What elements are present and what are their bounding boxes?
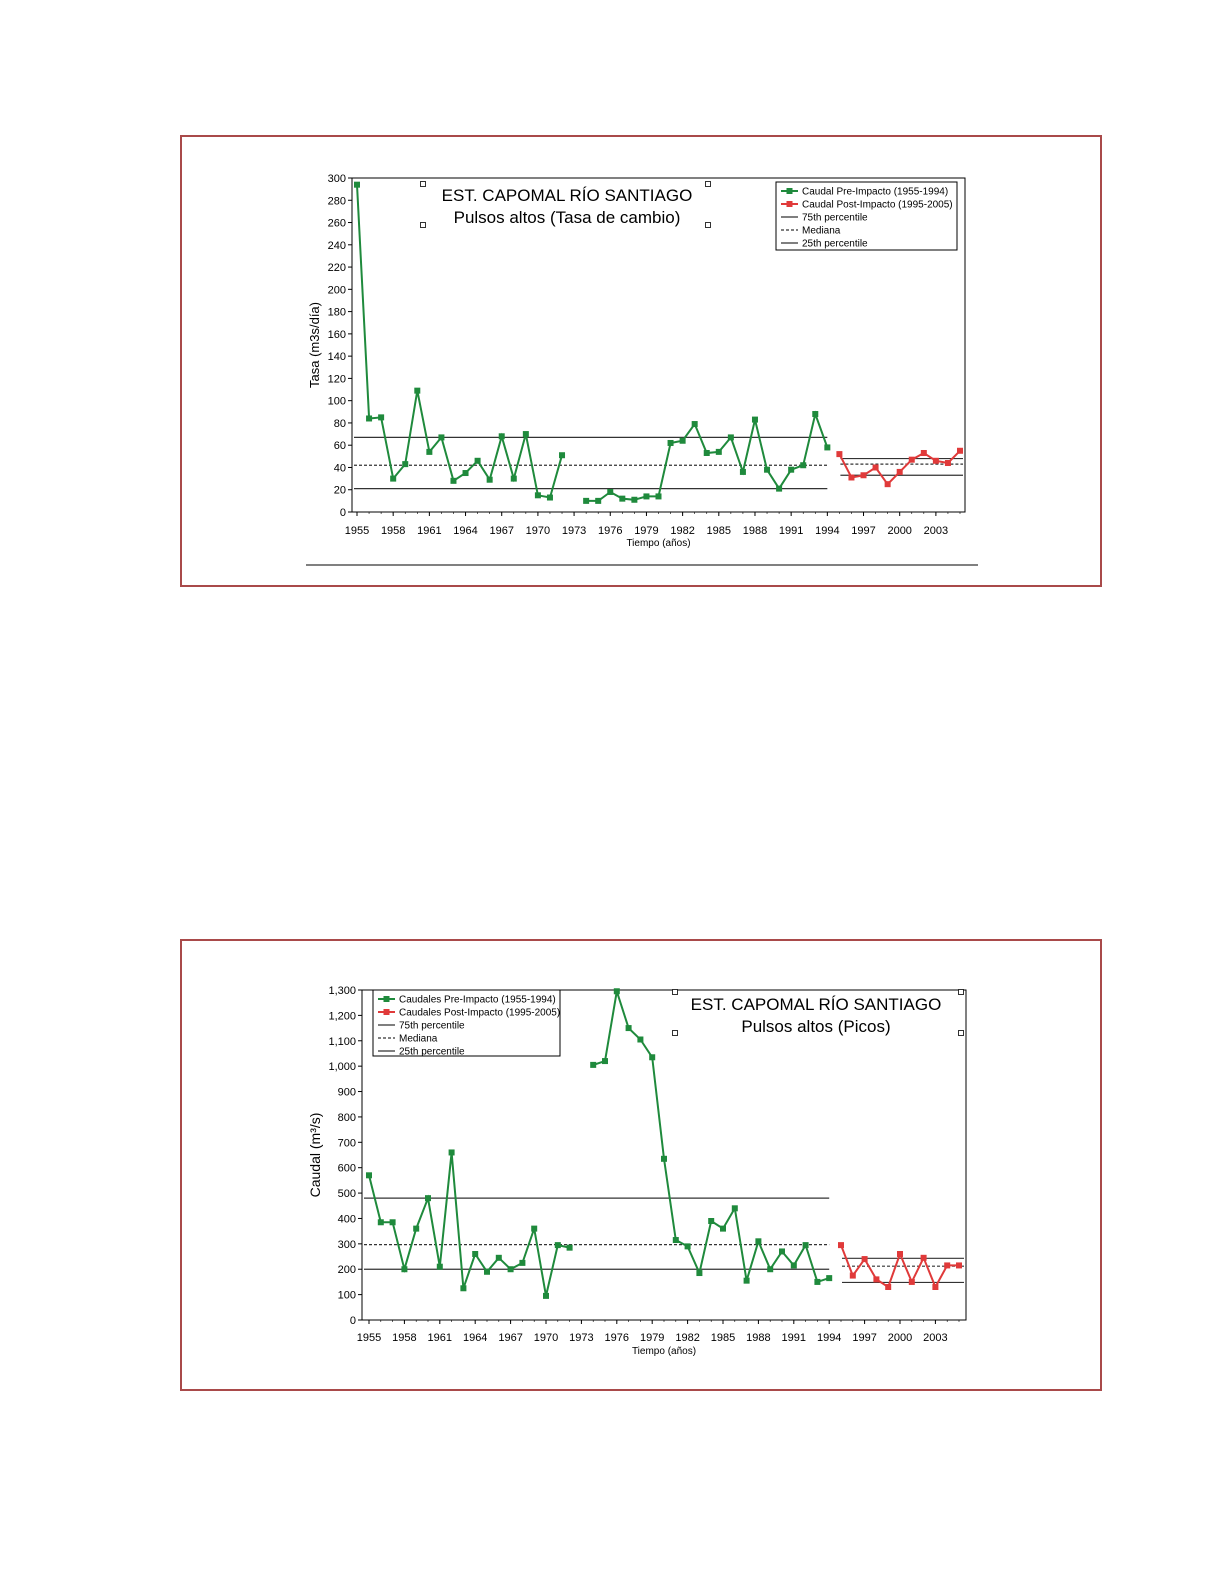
post-impact-data-point — [885, 1284, 891, 1290]
pre-impact-data-point — [535, 492, 541, 498]
x-tick-label: 1997 — [852, 1332, 877, 1344]
y-tick-label: 40 — [333, 462, 346, 475]
post-impact-data-point — [897, 1251, 903, 1257]
pre-impact-data-point — [555, 1242, 561, 1248]
pre-impact-data-point — [602, 1058, 608, 1064]
pre-impact-data-point — [704, 450, 710, 456]
rate-of-change-chart — [182, 137, 1104, 589]
x-tick-label: 2003 — [923, 1332, 948, 1344]
y-tick-label: 900 — [337, 1086, 356, 1099]
pre-impact-data-point — [716, 449, 722, 455]
pre-impact-data-point — [508, 1266, 514, 1272]
post-impact-data-point — [945, 460, 951, 466]
legend-label-median: Mediana — [399, 1033, 438, 1045]
pre-impact-data-point — [463, 470, 469, 476]
x-tick-label: 2003 — [923, 525, 949, 537]
x-tick-label: 1994 — [815, 525, 840, 537]
x-tick-label: 1979 — [634, 525, 659, 537]
pre-impact-data-point — [800, 462, 806, 468]
pre-impact-data-point — [583, 498, 589, 504]
y-tick-label: 1,100 — [328, 1035, 356, 1048]
post-impact-data-point — [957, 448, 963, 454]
pre-impact-data-point — [680, 438, 686, 444]
chart-title: EST. CAPOMAL RÍO SANTIAGO — [441, 186, 693, 205]
y-tick-label: 1,000 — [328, 1061, 356, 1074]
y-tick-label: 600 — [337, 1162, 356, 1175]
pre-impact-data-point — [692, 421, 698, 427]
post-impact-data-point — [921, 450, 927, 456]
legend-label-p75: 75th percentile — [399, 1020, 465, 1032]
pre-impact-data-point — [484, 1269, 490, 1275]
post-impact-data-point — [956, 1262, 962, 1268]
legend-marker-pre — [787, 188, 793, 194]
y-tick-label: 200 — [337, 1264, 356, 1277]
post-impact-data-point — [897, 469, 903, 475]
y-tick-label: 60 — [333, 440, 346, 453]
pre-impact-data-point — [378, 414, 384, 420]
y-axis-title: Caudal (m³/s) — [307, 1112, 323, 1198]
x-tick-label: 1973 — [569, 1332, 594, 1344]
pre-impact-data-point — [450, 478, 456, 484]
y-tick-label: 280 — [327, 195, 346, 208]
pre-impact-data-point — [607, 489, 613, 495]
pre-impact-data-point — [637, 1037, 643, 1043]
pre-impact-data-point — [728, 434, 734, 440]
legend-label-p25: 25th percentile — [399, 1046, 465, 1058]
x-tick-label: 1958 — [380, 525, 406, 537]
pre-impact-data-point — [472, 1251, 478, 1257]
x-tick-label: 2000 — [887, 525, 912, 537]
legend-label-post: Caudales Post-Impacto (1995-2005) — [399, 1007, 561, 1019]
chart-subtitle: Pulsos altos (Picos) — [741, 1017, 891, 1036]
pre-impact-data-point — [732, 1205, 738, 1211]
x-tick-label: 1982 — [675, 1332, 700, 1344]
x-tick-label: 1982 — [670, 525, 695, 537]
y-tick-label: 200 — [327, 284, 346, 297]
x-tick-label: 1976 — [598, 525, 623, 537]
pre-impact-data-point — [614, 988, 620, 994]
legend-marker-post — [787, 201, 793, 207]
x-tick-label: 1964 — [462, 1332, 488, 1344]
legend-marker-post — [384, 1009, 390, 1015]
legend-label-pre: Caudales Pre-Impacto (1955-1994) — [399, 994, 556, 1006]
y-tick-label: 0 — [349, 1315, 356, 1327]
chart-panel-rate-of-change — [180, 135, 1102, 587]
pre-impact-data-point — [814, 1279, 820, 1285]
pre-impact-data-point — [401, 1266, 407, 1272]
x-tick-label: 1991 — [781, 1332, 807, 1344]
pre-impact-data-point — [764, 467, 770, 473]
pre-impact-data-point — [543, 1293, 549, 1299]
title-handle — [421, 182, 426, 187]
x-tick-label: 1955 — [356, 1332, 382, 1344]
y-tick-label: 260 — [327, 217, 346, 230]
y-tick-label: 300 — [337, 1238, 356, 1251]
title-handle — [421, 223, 426, 228]
pre-impact-data-point — [656, 493, 662, 499]
y-tick-label: 160 — [327, 328, 346, 341]
legend-marker-pre — [384, 996, 390, 1002]
y-axis-title: Tasa (m3s/día) — [307, 302, 322, 388]
x-tick-label: 1967 — [489, 525, 514, 537]
chart-subtitle: Pulsos altos (Tasa de cambio) — [453, 208, 681, 227]
pre-impact-data-point — [426, 449, 432, 455]
pre-impact-data-point — [788, 467, 794, 473]
post-impact-data-point — [921, 1255, 927, 1261]
post-impact-data-point — [933, 458, 939, 464]
pre-impact-data-point — [449, 1149, 455, 1155]
pre-impact-data-point — [378, 1219, 384, 1225]
pre-impact-data-point — [413, 1226, 419, 1232]
post-impact-data-point — [944, 1262, 950, 1268]
pre-impact-data-point — [567, 1245, 573, 1251]
y-tick-label: 300 — [327, 173, 346, 185]
post-impact-data-point — [873, 1276, 879, 1282]
y-tick-label: 220 — [327, 262, 346, 275]
y-tick-label: 1,300 — [328, 985, 356, 997]
post-impact-data-point — [848, 474, 854, 480]
pre-impact-data-point — [685, 1243, 691, 1249]
y-tick-label: 80 — [333, 417, 346, 430]
x-tick-label: 1970 — [533, 1332, 559, 1344]
title-handle — [706, 182, 711, 187]
pre-impact-data-point — [499, 433, 505, 439]
pre-impact-data-point — [366, 1172, 372, 1178]
pre-impact-data-point — [626, 1025, 632, 1031]
y-tick-label: 700 — [337, 1137, 356, 1150]
y-tick-label: 0 — [339, 507, 346, 519]
x-tick-label: 1985 — [706, 525, 732, 537]
x-tick-label: 1979 — [639, 1332, 665, 1344]
pre-impact-data-point — [826, 1275, 832, 1281]
post-impact-data-point — [861, 472, 867, 478]
y-tick-label: 100 — [327, 395, 346, 408]
chart-panel-peaks — [180, 939, 1102, 1391]
post-impact-data-point — [909, 1279, 915, 1285]
y-tick-label: 100 — [337, 1289, 356, 1302]
x-tick-label: 1991 — [778, 525, 804, 537]
y-tick-label: 1,200 — [328, 1010, 356, 1023]
y-tick-label: 800 — [337, 1111, 356, 1124]
legend-label-median: Mediana — [802, 225, 841, 237]
legend-label-post: Caudal Post-Impacto (1995-2005) — [802, 199, 953, 211]
pre-impact-data-point — [631, 497, 637, 503]
title-handle — [706, 223, 711, 228]
post-impact-data-point — [838, 1242, 844, 1248]
peak-flow-chart — [182, 941, 1104, 1393]
pre-impact-data-point — [366, 415, 372, 421]
pre-impact-data-point — [402, 461, 408, 467]
pre-impact-data-point — [559, 452, 565, 458]
x-tick-label: 1985 — [710, 1332, 736, 1344]
x-tick-label: 1988 — [742, 525, 768, 537]
y-tick-label: 20 — [333, 484, 346, 497]
x-tick-label: 1958 — [392, 1332, 417, 1344]
post-impact-data-point — [836, 451, 842, 457]
legend-label-p25: 25th percentile — [802, 238, 868, 250]
post-impact-data-point — [885, 481, 891, 487]
y-tick-label: 240 — [327, 239, 346, 252]
post-impact-data-point — [862, 1256, 868, 1262]
post-impact-data-point — [932, 1284, 938, 1290]
pre-impact-data-point — [668, 440, 674, 446]
x-axis-title: Tiempo (años) — [626, 538, 691, 549]
pre-impact-data-point — [438, 434, 444, 440]
pre-impact-data-point — [511, 476, 517, 482]
x-tick-label: 1970 — [525, 525, 551, 537]
pre-impact-data-point — [619, 496, 625, 502]
pre-impact-data-point — [390, 476, 396, 482]
x-tick-label: 1997 — [851, 525, 876, 537]
pre-impact-data-point — [708, 1218, 714, 1224]
pre-impact-data-point — [390, 1219, 396, 1225]
pre-impact-data-point — [779, 1248, 785, 1254]
post-impact-data-point — [873, 464, 879, 470]
pre-impact-data-point — [791, 1262, 797, 1268]
pre-impact-data-point — [414, 388, 420, 394]
pre-impact-data-point — [523, 431, 529, 437]
legend-label-pre: Caudal Pre-Impacto (1955-1994) — [802, 186, 949, 198]
y-tick-label: 120 — [327, 373, 346, 386]
x-tick-label: 1955 — [344, 525, 370, 537]
x-tick-label: 1967 — [498, 1332, 523, 1344]
pre-impact-data-point — [496, 1255, 502, 1261]
legend-label-p75: 75th percentile — [802, 212, 868, 224]
pre-impact-data-point — [643, 493, 649, 499]
pre-impact-data-point — [519, 1260, 525, 1266]
y-tick-label: 400 — [337, 1213, 356, 1226]
pre-impact-data-point — [460, 1285, 466, 1291]
chart-title: EST. CAPOMAL RÍO SANTIAGO — [690, 995, 942, 1014]
pre-impact-data-point — [812, 411, 818, 417]
post-impact-data-point — [909, 457, 915, 463]
pre-impact-data-point — [673, 1237, 679, 1243]
pre-impact-data-point — [824, 444, 830, 450]
pre-impact-data-point — [744, 1278, 750, 1284]
pre-impact-data-point — [649, 1054, 655, 1060]
y-tick-label: 140 — [327, 351, 346, 364]
pre-impact-data-point — [740, 469, 746, 475]
pre-impact-data-point — [595, 498, 601, 504]
pre-impact-data-point — [776, 486, 782, 492]
title-handle — [673, 1031, 678, 1036]
x-tick-label: 1988 — [746, 1332, 771, 1344]
x-tick-label: 1973 — [561, 525, 587, 537]
x-tick-label: 1961 — [417, 525, 442, 537]
x-tick-label: 1961 — [427, 1332, 453, 1344]
pre-impact-data-point — [803, 1242, 809, 1248]
pre-impact-data-point — [531, 1226, 537, 1232]
pre-impact-data-point — [547, 495, 553, 501]
y-tick-label: 180 — [327, 306, 346, 319]
pre-impact-data-point — [755, 1238, 761, 1244]
title-handle — [959, 990, 964, 995]
pre-impact-data-point — [752, 417, 758, 423]
pre-impact-data-point — [425, 1195, 431, 1201]
pre-impact-data-point — [661, 1156, 667, 1162]
x-tick-label: 1964 — [453, 525, 478, 537]
pre-impact-data-point — [720, 1226, 726, 1232]
pre-impact-data-point — [487, 477, 493, 483]
pre-impact-data-point — [354, 182, 360, 188]
x-tick-label: 1994 — [816, 1332, 842, 1344]
post-impact-data-point — [850, 1273, 856, 1279]
pre-impact-data-point — [437, 1264, 443, 1270]
pre-impact-data-point — [696, 1270, 702, 1276]
x-axis-title: Tiempo (años) — [631, 1346, 697, 1357]
pre-impact-data-point — [767, 1266, 773, 1272]
title-handle — [959, 1031, 964, 1036]
x-tick-label: 2000 — [887, 1332, 913, 1344]
x-tick-label: 1976 — [604, 1332, 630, 1344]
y-tick-label: 500 — [337, 1188, 356, 1201]
pre-impact-data-point — [590, 1062, 596, 1068]
pre-impact-data-point — [475, 458, 481, 464]
title-handle — [673, 990, 678, 995]
